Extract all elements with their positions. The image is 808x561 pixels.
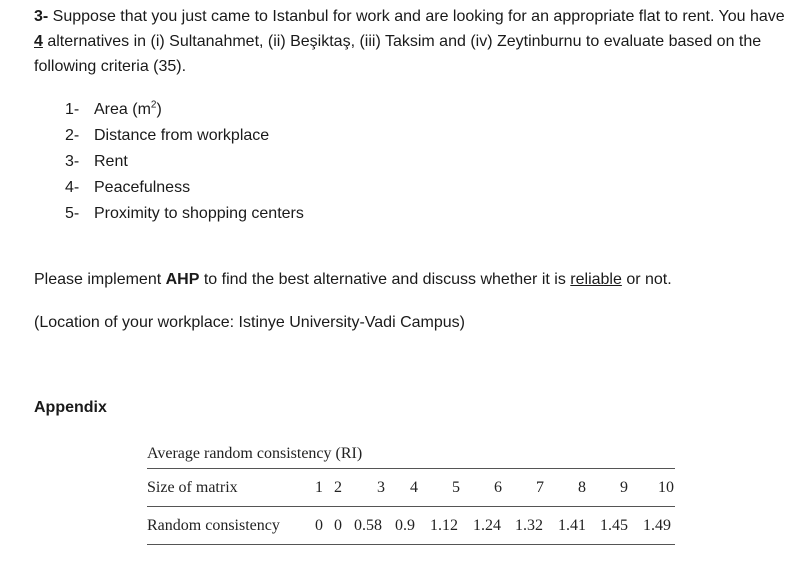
reliable-underlined: reliable: [570, 271, 622, 288]
criterion-label: Rent: [94, 153, 128, 170]
ri-cell: 0.9: [395, 517, 415, 534]
size-cell: 4: [410, 479, 418, 496]
ri-cell: 1.32: [515, 517, 543, 534]
criterion-item: [65, 175, 304, 201]
criterion-label: Peacefulness: [94, 179, 191, 196]
ri-cell: 0.58: [354, 517, 382, 534]
size-cell: 9: [620, 479, 628, 496]
instruction-text: Please implement AHP to find the best alternative and discuss whether it is reliable or not.: [34, 271, 672, 288]
size-cell: 6: [494, 479, 502, 496]
size-cell: 8: [578, 479, 586, 496]
criterion-label: Area $(m^2)$: [94, 99, 162, 118]
table-bottom-rule: [147, 544, 675, 545]
size-cell: 5: [452, 479, 460, 496]
criterion-number: 5-: [65, 205, 80, 222]
question-number: 3-: [34, 8, 49, 25]
size-cell: 1: [315, 479, 323, 496]
size-cell: 7: [536, 479, 544, 496]
appendix-heading: Appendix: [34, 399, 107, 416]
criterion-item: [65, 123, 304, 149]
criterion-label: Distance from workplace: [94, 127, 270, 144]
question-text: [34, 4, 794, 79]
ri-cell: 1.12: [430, 517, 458, 534]
ri-table-title: Average random consistency (RI): [147, 445, 363, 462]
question-text-part-1: Suppose that you just came to Istanbul for work and are looking for an appropriate flat to rent. You have: [48, 8, 785, 25]
criterion-number: 2-: [65, 127, 80, 144]
method-name: AHP: [165, 271, 200, 288]
workplace-location: (Location of your workplace: Istinye University-Vadi Campus): [34, 314, 465, 331]
size-row: [147, 469, 675, 506]
ri-cell: 1.49: [643, 517, 671, 534]
criterion-number: 1-: [65, 101, 80, 118]
superscript-2: 2: [150, 99, 157, 111]
criterion-item: [65, 201, 304, 227]
ri-table: [147, 440, 675, 545]
criterion-label: Proximity to shopping centers: [94, 205, 304, 222]
ri-cell: 0: [315, 517, 323, 534]
size-cell: 10: [658, 479, 674, 496]
criteria-list: [65, 97, 304, 227]
ri-cell: 1.24: [473, 517, 501, 534]
criterion-number: 4-: [65, 179, 80, 196]
criterion-number: 3-: [65, 153, 80, 170]
criterion-item: [65, 97, 304, 123]
ri-cell: 1.41: [558, 517, 586, 534]
question-text-part-2: alternatives in (i) Sultanahmet, (ii) Beşiktaş, (iii) Taksim and (iv) Zeytinburnu to evaluate based on the following criteria (35).: [34, 33, 762, 75]
alternatives-count: 4: [34, 33, 43, 50]
size-cell: 3: [377, 479, 385, 496]
size-cell: 2: [334, 479, 342, 496]
ri-cell: 0: [334, 517, 342, 534]
ri-cell: 1.45: [600, 517, 628, 534]
size-row-label: Size of matrix: [147, 479, 238, 496]
criterion-item: [65, 149, 304, 175]
ri-row: [147, 507, 675, 544]
ri-row-label: Random consistency: [147, 517, 280, 534]
